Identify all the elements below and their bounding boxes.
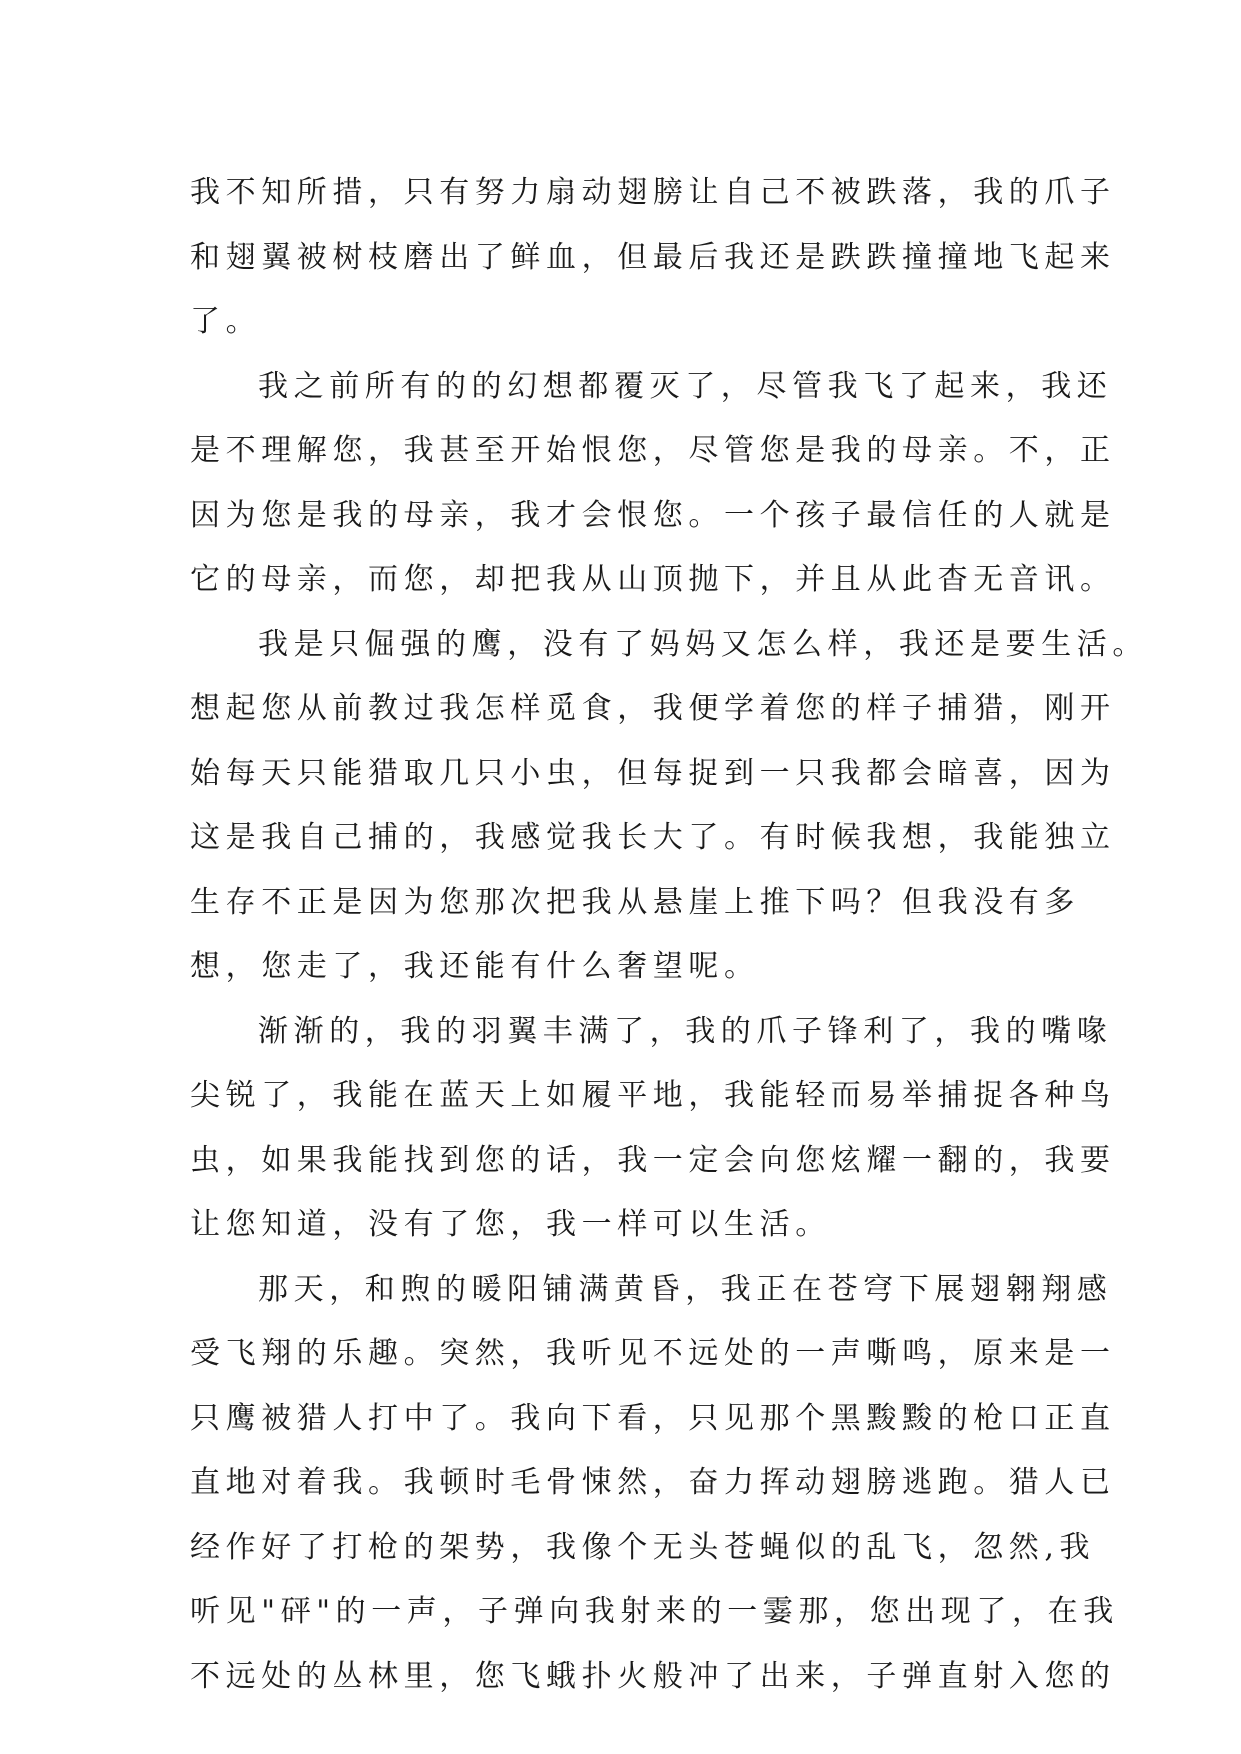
text-line: 因为您是我的母亲，我才会恨您。一个孩子最信任的人就是 (190, 497, 1116, 533)
text-line: 生存不正是因为您那次把我从悬崖上推下吗？但我没有多 (190, 884, 1080, 920)
text-line: 虫，如果我能找到您的话，我一定会向您炫耀一翻的，我要 (190, 1142, 1116, 1178)
text-line: 了。 (190, 304, 262, 339)
paragraph-first-line: 我之前所有的的幻想都覆灭了，尽管我飞了起来，我还 (258, 368, 1113, 404)
paragraph-first-line: 那天，和煦的暖阳铺满黄昏，我正在苍穹下展翅翱翔感 (258, 1271, 1113, 1307)
text-line: 只鹰被猎人打中了。我向下看，只见那个黑黢黢的枪口正直 (190, 1400, 1116, 1436)
text-line: 不远处的丛林里，您飞蛾扑火般冲了出来，子弹直射入您的 (190, 1658, 1116, 1694)
text-line: 它的母亲，而您，却把我从山顶抛下，并且从此杳无音讯。 (190, 562, 1116, 597)
text-line: 听见"砰"的一声，子弹向我射来的一霎那，您出现了，在我 (190, 1594, 1119, 1629)
text-line: 受飞翔的乐趣。突然，我听见不远处的一声嘶鸣，原来是一 (190, 1336, 1116, 1371)
text-line: 始每天只能猎取几只小虫，但每捉到一只我都会暗喜，因为 (190, 755, 1116, 791)
text-line: 是不理解您，我甚至开始恨您，尽管您是我的母亲。不，正 (190, 433, 1116, 468)
text-line: 想，您走了，我还能有什么奢望呢。 (190, 949, 760, 984)
text-line: 直地对着我。我顿时毛骨悚然，奋力挥动翅膀逃跑。猎人已 (190, 1465, 1116, 1500)
text-line: 这是我自己捕的，我感觉我长大了。有时候我想，我能独立 (190, 820, 1116, 855)
text-line: 我不知所措，只有努力扇动翅膀让自己不被跌落，我的爪子 (190, 175, 1116, 210)
paragraph-first-line: 渐渐的，我的羽翼丰满了，我的爪子锋利了，我的嘴喙 (258, 1013, 1113, 1049)
text-line: 尖锐了，我能在蓝天上如履平地，我能轻而易举捕捉各种鸟 (190, 1078, 1116, 1113)
text-line: 经作好了打枪的架势，我像个无头苍蝇似的乱飞，忽然,我 (190, 1529, 1096, 1565)
text-line: 让您知道，没有了您，我一样可以生活。 (190, 1207, 831, 1242)
paragraph-first-line: 我是只倔强的鹰，没有了妈妈又怎么样，我还是要生活。 (258, 626, 1148, 662)
text-line: 和翅翼被树枝磨出了鲜血，但最后我还是跌跌撞撞地飞起来 (190, 239, 1116, 275)
text-line: 想起您从前教过我怎样觅食，我便学着您的样子捕猎，刚开 (190, 691, 1116, 726)
document-body (190, 161, 1148, 1709)
